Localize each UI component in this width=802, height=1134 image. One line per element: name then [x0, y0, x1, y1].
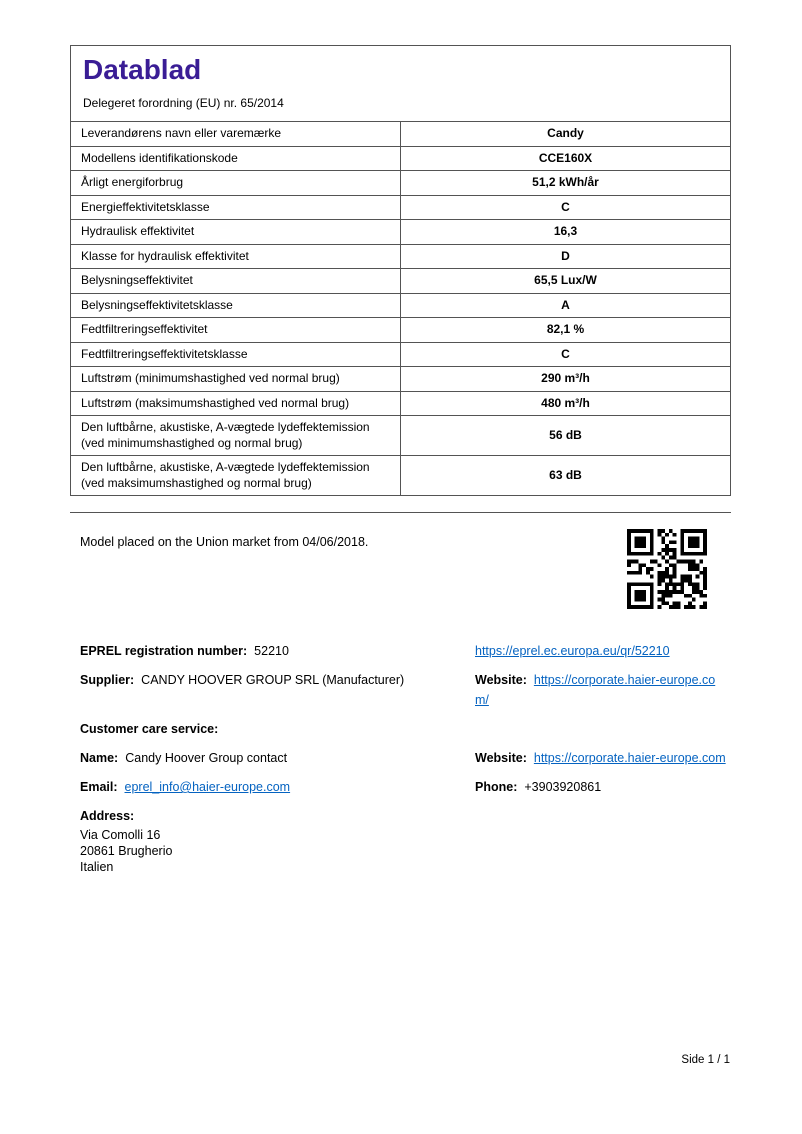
eprel-link[interactable]: https://eprel.ec.europa.eu/qr/52210	[475, 644, 670, 658]
spec-value: A	[401, 293, 731, 318]
spec-label: Fedtfiltreringseffektivitetsklasse	[71, 342, 401, 367]
contact-name: Candy Hoover Group contact	[125, 751, 288, 765]
name-label: Name:	[80, 751, 119, 765]
qr-code	[627, 529, 707, 609]
address-line: 20861 Brugherio	[80, 844, 173, 858]
spec-value: 82,1 %	[401, 318, 731, 343]
address-line: Via Comolli 16	[80, 828, 161, 842]
spec-label: Hydraulisk effektivitet	[71, 220, 401, 245]
spec-row	[71, 342, 730, 367]
supplier-website-link[interactable]: https://corporate.haier-europe.com/	[475, 673, 716, 707]
customer-care-row	[80, 719, 727, 739]
contact-name-row	[80, 748, 727, 768]
customer-care-label: Customer care service:	[80, 722, 219, 736]
spec-label: Leverandørens navn eller varemærke	[81, 126, 282, 140]
spec-value: CCE160X	[401, 146, 731, 171]
spec-label: Klasse for hydraulisk effektivitet	[71, 244, 401, 269]
spec-value: 480 m³/h	[401, 391, 731, 416]
spec-label: Den luftbårne, akustiske, A-vægtede lydeffektemission (ved minimumshastighed og normal brug)	[71, 416, 401, 456]
page-title: Datablad	[83, 54, 202, 85]
spec-row	[71, 122, 730, 146]
spec-value: 63 dB	[401, 456, 731, 496]
spec-table	[71, 122, 730, 495]
phone-label: Phone:	[475, 780, 518, 794]
spec-row	[71, 391, 730, 416]
spec-value: C	[401, 195, 731, 220]
spec-row	[71, 318, 730, 343]
spec-row	[71, 456, 730, 496]
contact-website-cell	[475, 748, 727, 768]
eprel-link-cell	[475, 641, 727, 661]
page-number: Side 1 / 1	[681, 1054, 730, 1066]
email-phone-row	[80, 777, 727, 797]
supplier-row	[80, 670, 727, 710]
spec-label: Fedtfiltreringseffektivitet	[71, 318, 401, 343]
market-note: Model placed on the Union market from 04/06/2018.	[80, 535, 369, 549]
website-label: Website:	[475, 751, 527, 765]
spec-row	[71, 269, 730, 294]
spec-value: C	[401, 342, 731, 367]
address-block	[80, 806, 727, 875]
eprel-row	[80, 641, 727, 661]
spec-label: Energieffektivitetsklasse	[71, 195, 401, 220]
datasheet-box	[70, 45, 731, 496]
spec-row	[71, 171, 730, 196]
spec-label: Modellens identifikationskode	[71, 146, 401, 171]
page-content	[70, 45, 731, 875]
title-area	[71, 46, 730, 122]
eprel-cell	[80, 641, 475, 661]
contact-website-link[interactable]: https://corporate.haier-europe.com	[533, 751, 726, 765]
spec-value: 56 dB	[401, 416, 731, 456]
customer-care-cell	[80, 719, 475, 739]
spec-value: 16,3	[401, 220, 731, 245]
supplier-name: CANDY HOOVER GROUP SRL (Manufacturer)	[141, 673, 405, 687]
supplier-cell	[80, 670, 475, 710]
address-line: Italien	[80, 860, 114, 874]
email-label: Email:	[80, 780, 118, 794]
spec-row	[71, 195, 730, 220]
spec-label: Belysningseffektivitetsklasse	[71, 293, 401, 318]
spec-value: 65,5 Lux/W	[401, 269, 731, 294]
supplier-label: Supplier:	[80, 673, 135, 687]
spec-row	[71, 244, 730, 269]
contact-name-cell	[80, 748, 475, 768]
spec-label: Årligt energiforbrug	[71, 171, 401, 196]
spec-label: Luftstrøm (minimumshastighed ved normal brug)	[71, 367, 401, 392]
spec-value: D	[401, 244, 731, 269]
spec-row	[71, 220, 730, 245]
spec-row	[71, 146, 730, 171]
spec-label: Den luftbårne, akustiske, A-vægtede lydeffektemission (ved maksimumshastighed og normal brug)	[71, 456, 401, 496]
spec-label: Belysningseffektivitet	[71, 269, 401, 294]
eprel-label: EPREL registration number:	[80, 644, 248, 658]
spec-label: Luftstrøm (maksimumshastighed ved normal brug)	[71, 391, 401, 416]
phone-number: +3903920861	[524, 780, 602, 794]
spec-row	[71, 367, 730, 392]
address-label: Address:	[80, 809, 135, 823]
spec-row	[71, 416, 730, 456]
spec-value: Candy	[401, 122, 731, 146]
info-section	[70, 512, 731, 875]
market-row	[80, 529, 727, 609]
email-link[interactable]: eprel_info@haier-europe.com	[124, 780, 291, 794]
spec-value: 290 m³/h	[401, 367, 731, 392]
phone-cell	[475, 777, 727, 797]
spec-row	[71, 293, 730, 318]
email-cell	[80, 777, 475, 797]
eprel-number: 52210	[254, 644, 289, 658]
website-label: Website:	[475, 673, 527, 687]
spec-value: 51,2 kWh/år	[401, 171, 731, 196]
supplier-website-cell	[475, 670, 727, 710]
regulation-reference: Delegeret forordning (EU) nr. 65/2014	[83, 96, 284, 110]
